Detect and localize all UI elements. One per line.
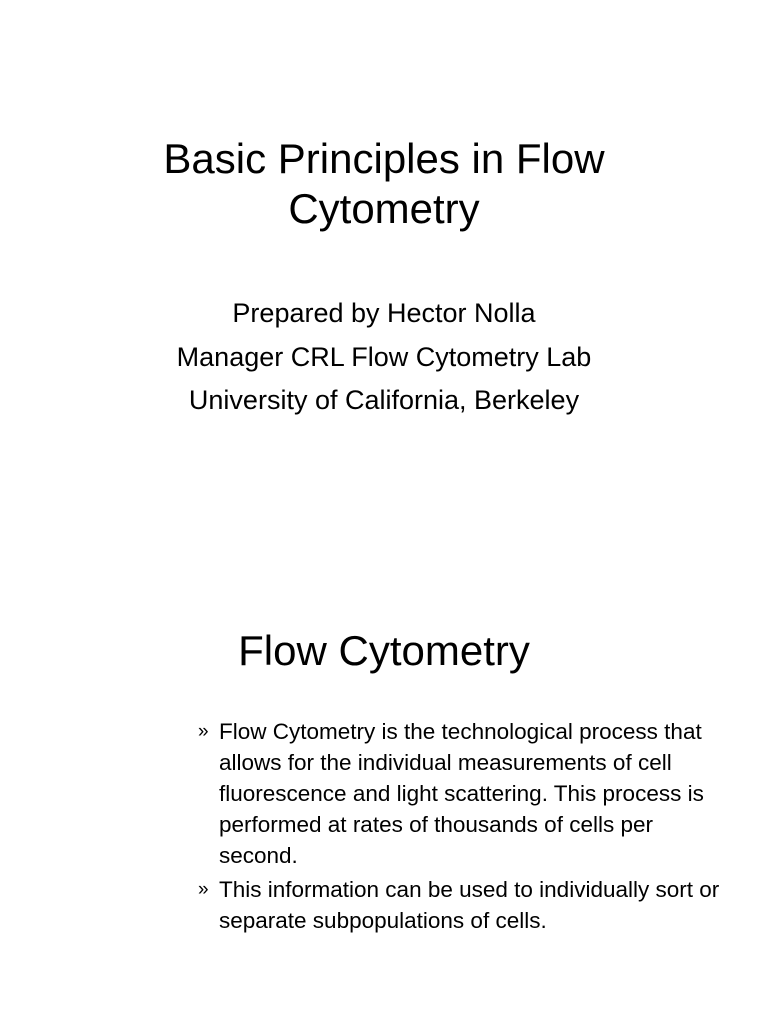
bullet-marker: » bbox=[198, 721, 209, 742]
bullet-item bbox=[198, 716, 738, 871]
slide-heading: Flow Cytometry bbox=[238, 627, 530, 674]
position-line: Manager CRL Flow Cytometry Lab bbox=[176, 341, 592, 372]
title-line: Cytometry bbox=[288, 185, 480, 232]
bullet-text: Flow Cytometry is the technological process that allows for the individual measurements of cell fluorescence and light scattering. This process is performed at rates of thousands of cells per second. bbox=[219, 719, 704, 868]
slide-content bbox=[0, 512, 768, 1024]
bullet-item bbox=[198, 874, 738, 936]
slide-title-heading bbox=[0, 134, 768, 234]
author-line: Prepared by Hector Nolla bbox=[232, 298, 536, 328]
title-line: Basic Principles in Flow bbox=[163, 135, 605, 182]
bullet-marker: » bbox=[198, 879, 209, 900]
affiliation-line: University of California, Berkeley bbox=[188, 385, 580, 415]
slide-subtitle bbox=[0, 292, 768, 423]
bullet-list bbox=[198, 716, 738, 939]
bullet-text: This information can be used to individually sort or separate subpopulations of cells. bbox=[219, 877, 720, 933]
